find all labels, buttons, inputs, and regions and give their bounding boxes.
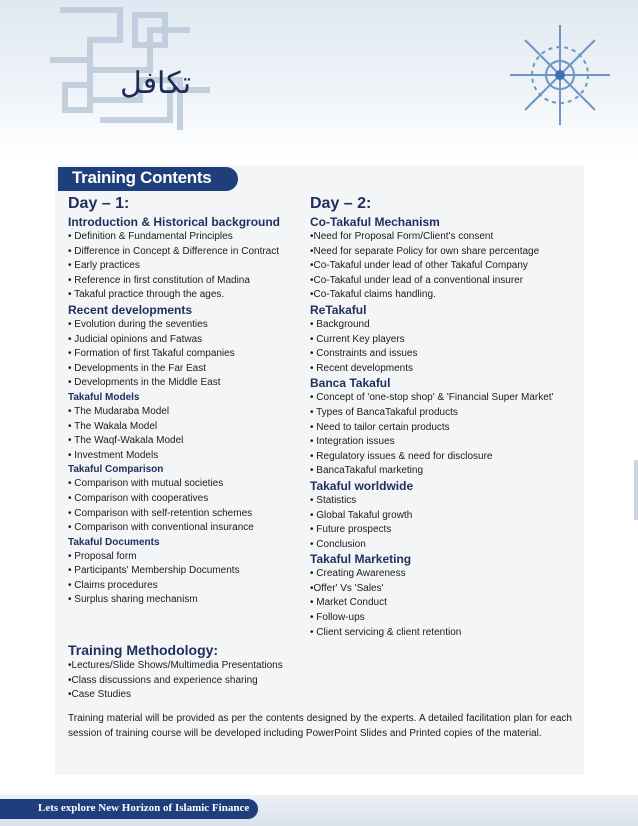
list-item: • Statistics [310, 494, 357, 506]
section-heading: Co-Takaful Mechanism [310, 215, 440, 229]
list-item: •Need for separate Policy for own share percentage [310, 245, 540, 257]
section-heading: Introduction & Historical background [68, 215, 281, 229]
list-item: • Current Key players [310, 333, 405, 345]
list-item: • The Waqf-Wakala Model [68, 435, 184, 447]
page-edge [634, 460, 638, 520]
section-heading: Banca Takaful [310, 376, 391, 391]
list-item: •Co-Takaful claims handling. [310, 289, 436, 301]
day2-column [310, 195, 580, 640]
footer-tagline: Lets explore New Horizon of Islamic Finance [38, 802, 250, 814]
list-item: • Proposal form [68, 550, 137, 562]
list-item: • Background [310, 318, 370, 330]
list-item: • Future prospects [310, 524, 392, 536]
list-item: • Comparison with self-retention schemes [68, 507, 253, 519]
list-item: • Definition & Fundamental Principles [68, 231, 233, 242]
list-item: • Constraints and issues [310, 348, 418, 360]
list-item: • Claims procedures [68, 579, 158, 591]
list-item: • Formation of first Takaful companies [68, 348, 235, 360]
list-item: • Judicial opinions and Fatwas [68, 333, 203, 345]
list-item: • Comparison with cooperatives [68, 492, 209, 504]
methodology-item: •Lectures/Slide Shows/Multimedia Presentations [68, 660, 283, 671]
list-item: • Early practices [68, 260, 140, 272]
star-ornament-icon [505, 20, 615, 130]
list-item: • The Mudaraba Model [68, 405, 170, 417]
methodology-title: Training Methodology: [68, 642, 219, 658]
section-heading: Takaful Marketing [310, 552, 412, 567]
section-tab [58, 167, 238, 191]
list-item: • Global Takaful growth [310, 509, 413, 521]
day2-title: Day – 2: [310, 195, 372, 212]
list-item: • Follow-ups [310, 612, 365, 624]
list-item: • Investment Models [68, 449, 159, 461]
list-item: •Offer' Vs 'Sales' [310, 582, 384, 594]
list-item: • Regulatory issues & need for disclosure [310, 450, 493, 462]
day1-column [68, 195, 308, 608]
day1-title: Day – 1: [68, 195, 130, 212]
section-heading: ReTakaful [310, 302, 367, 317]
section-heading: Takaful Models [68, 391, 140, 403]
list-item: • Surplus sharing mechanism [68, 594, 198, 606]
list-item: • Participants' Membership Documents [68, 565, 240, 577]
section-heading: Takaful Comparison [68, 464, 164, 476]
list-item: • BancaTakaful marketing [310, 465, 424, 477]
footer-bar [0, 799, 258, 819]
list-item: • Comparison with mutual societies [68, 478, 224, 490]
methodology-item: •Class discussions and experience sharing [68, 674, 258, 686]
section-heading: Takaful worldwide [310, 478, 414, 493]
list-item: • Takaful practice through the ages. [68, 289, 225, 301]
list-item: • Creating Awareness [310, 568, 406, 580]
list-item: • Developments in the Middle East [68, 377, 221, 389]
list-item: •Need for Proposal Form/Client's consent [310, 231, 494, 242]
section-heading: Takaful Documents [68, 536, 160, 548]
list-item: •Co-Takaful under lead of a conventional insurer [310, 274, 524, 286]
list-item: • Client servicing & client retention [310, 626, 462, 638]
list-item: • Developments in the Far East [68, 362, 207, 374]
section-heading: Recent developments [68, 302, 193, 317]
list-item: •Co-Takaful under lead of other Takaful Company [310, 260, 528, 272]
list-item: • Market Conduct [310, 597, 387, 609]
training-methodology [68, 641, 578, 703]
list-item: • Difference in Concept & Difference in Contract [68, 245, 280, 257]
list-item: • Evolution during the seventies [68, 318, 208, 330]
list-item: • Comparison with conventional insurance [68, 522, 254, 534]
list-item: • Reference in first constitution of Madina [68, 274, 250, 286]
list-item: • Concept of 'one-stop shop' & 'Financial Super Market' [310, 392, 554, 404]
list-item: • Need to tailor certain products [310, 421, 450, 433]
list-item: • Integration issues [310, 436, 395, 448]
list-item: • The Wakala Model [68, 420, 158, 432]
list-item: • Types of BancaTakaful products [310, 406, 458, 418]
facilitation-paragraph: Training material will be provided as per the contents designed by the experts. A detailed facilitation plan for each session of training course will be developed including PowerPoint Slides and Printed copies of the material. [68, 713, 572, 739]
list-item: • Conclusion [310, 538, 366, 550]
list-item: • Recent developments [310, 362, 414, 374]
section-tab-label: Training Contents [72, 168, 212, 187]
header-calligraphy: تکافل [120, 66, 192, 101]
methodology-item: •Case Studies [68, 689, 131, 701]
